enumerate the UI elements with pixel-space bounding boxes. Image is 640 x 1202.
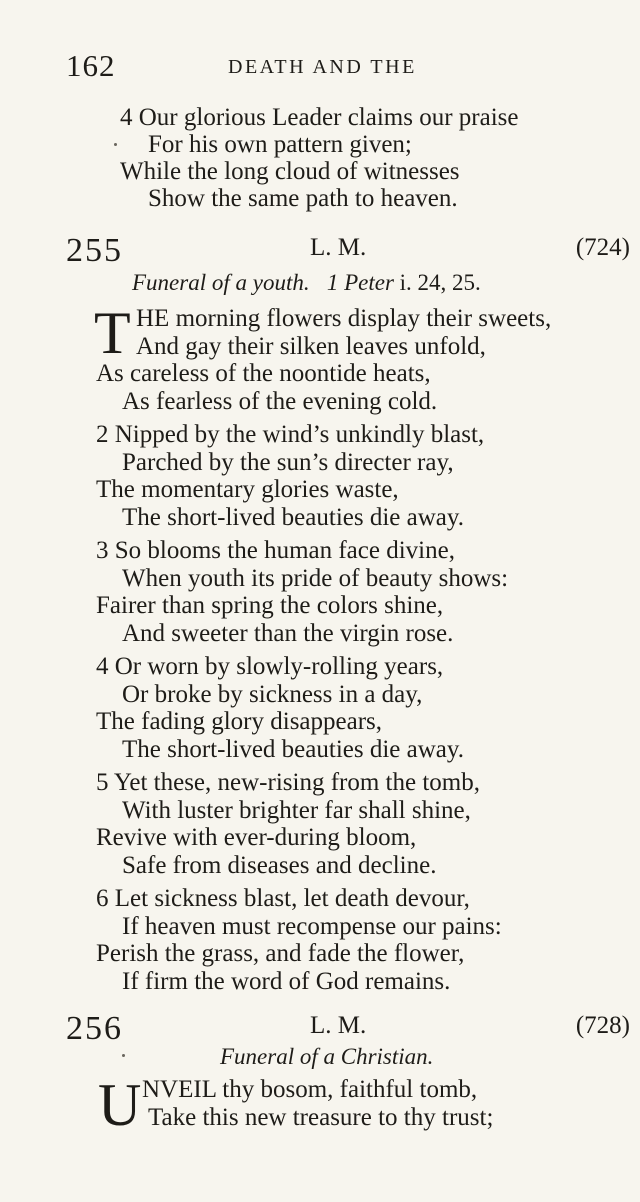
hymn-meter: L. M. <box>310 1012 367 1039</box>
verse-line: The fading glory disappears, <box>96 708 383 735</box>
verse-line: Fairer than spring the colors shine, <box>96 592 444 619</box>
scripture-book: 1 Peter <box>326 270 394 295</box>
hymn-header <box>66 232 630 272</box>
verse-line: With luster brighter far shall shine, <box>122 797 471 824</box>
page-number: 162 <box>66 48 116 83</box>
verse-line: For his own pattern given; <box>148 131 412 158</box>
running-head <box>66 48 626 84</box>
hymn-reference: (724) <box>575 234 630 261</box>
verse-line: Or broke by sickness in a day, <box>122 681 423 708</box>
verse-line: HE morning flowers display their sweets, <box>136 305 552 332</box>
hymn-reference: (728) <box>575 1012 630 1039</box>
occasion-text: Funeral of a Christian. <box>220 1044 434 1069</box>
hymn-occasion <box>220 1044 433 1070</box>
verse-line: 4 Our glorious Leader claims our praise <box>120 104 519 131</box>
drop-cap: T <box>94 300 131 366</box>
hymn-number: 255 <box>66 232 123 269</box>
verse-line: Safe from diseases and decline. <box>122 852 437 879</box>
occasion-text: Funeral of a youth. <box>132 270 310 295</box>
verse-line: Take this new treasure to thy trust; <box>148 1104 494 1131</box>
verse-line: If firm the word of God remains. <box>122 968 451 995</box>
verse-line: The short-lived beauties die away. <box>122 504 465 531</box>
verse-line: If heaven must recompense our pains: <box>122 913 502 940</box>
verse-line: When youth its pride of beauty shows: <box>122 565 509 592</box>
verse-line: As careless of the noontide heats, <box>96 360 431 387</box>
hymn-number: 256 <box>66 1010 123 1047</box>
verse-line: 4 Or worn by slowly-rolling years, <box>96 653 444 680</box>
verse-line: 6 Let sickness blast, let death devour, <box>96 885 470 912</box>
verse-line: The short-lived beauties die away. <box>122 736 465 763</box>
verse-line: 2 Nipped by the wind’s unkindly blast, <box>96 421 485 448</box>
verse-line: 5 Yet these, new-rising from the tomb, <box>96 769 480 796</box>
hymn-occasion <box>132 270 481 296</box>
verse-line: Parched by the sun’s directer ray, <box>122 449 454 476</box>
verse-line: Revive with ever-during bloom, <box>96 824 417 851</box>
print-speck <box>122 1054 125 1057</box>
verse-line: Perish the grass, and fade the flower, <box>96 940 465 967</box>
verse-line: Show the same path to heaven. <box>148 185 458 212</box>
verse-line: As fearless of the evening cold. <box>122 388 438 415</box>
verse-line: While the long cloud of witnesses <box>120 158 460 185</box>
scripture-ref: i. 24, 25. <box>399 270 481 295</box>
verse-line: 3 So blooms the human face divine, <box>96 537 455 564</box>
drop-cap: U <box>98 1072 142 1138</box>
verse-line: And gay their silken leaves unfold, <box>136 333 486 360</box>
verse-line: The momentary glories waste, <box>96 476 399 503</box>
verse-line: And sweeter than the virgin rose. <box>122 620 454 647</box>
hymn-meter: L. M. <box>310 234 367 261</box>
verse-line: NVEIL thy bosom, faithful tomb, <box>142 1076 478 1103</box>
print-speck <box>114 143 117 146</box>
running-title: DEATH AND THE <box>228 56 417 78</box>
